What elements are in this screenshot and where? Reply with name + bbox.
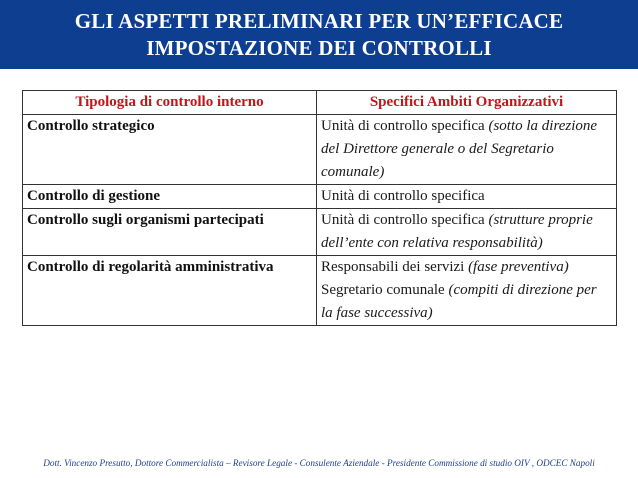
cell-ambito (317, 209, 617, 256)
slide-title (0, 0, 638, 69)
table-row (23, 185, 617, 209)
controls-table (22, 90, 617, 326)
cell-tipologia: Controllo sugli organismi partecipati (23, 209, 317, 256)
ambito-text: Segretario comunale (321, 282, 449, 298)
cell-tipologia: Controllo strategico (23, 115, 317, 185)
column-header-ambiti: Specifici Ambiti Organizzativi (317, 91, 617, 115)
table-row (23, 209, 617, 256)
table-row (23, 115, 617, 185)
cell-tipologia: Controllo di regolarità amministrativa (23, 256, 317, 326)
cell-ambito (317, 185, 617, 209)
slide-title-line-1: GLI ASPETTI PRELIMINARI PER UN’EFFICACE (74, 9, 564, 33)
cell-tipologia: Controllo di gestione (23, 185, 317, 209)
ambito-note: (sotto la direzione del Direttore generale o del Segretario comunale) (321, 118, 598, 180)
column-header-tipologia: Tipologia di controllo interno (23, 91, 317, 115)
ambito-line-2 (321, 279, 612, 325)
ambito-note: (strutture proprie dell’ente con relativa responsabilità) (321, 212, 593, 251)
footer-credit: Dott. Vincenzo Presutto, Dottore Commercialista – Revisore Legale - Consulente Aziendale - Presidente Commissione di studio OIV , ODCEC Napoli (43, 458, 595, 468)
ambito-text: Responsabili dei servizi (321, 259, 469, 275)
table-row (23, 256, 617, 326)
ambito-text: Unità di controllo specifica (321, 188, 485, 204)
ambito-text: Unità di controllo specifica (321, 118, 489, 134)
slide-title-line-2: IMPOSTAZIONE DEI CONTROLLI (146, 36, 492, 60)
ambito-note: (fase preventiva) (468, 259, 569, 275)
ambito-text: Unità di controllo specifica (321, 212, 489, 228)
cell-ambito (317, 115, 617, 185)
cell-ambito (317, 256, 617, 326)
ambito-note: (compiti di direzione per la fase successiva) (321, 282, 597, 321)
ambito-line-1 (321, 256, 612, 279)
table-header-row (23, 91, 617, 115)
